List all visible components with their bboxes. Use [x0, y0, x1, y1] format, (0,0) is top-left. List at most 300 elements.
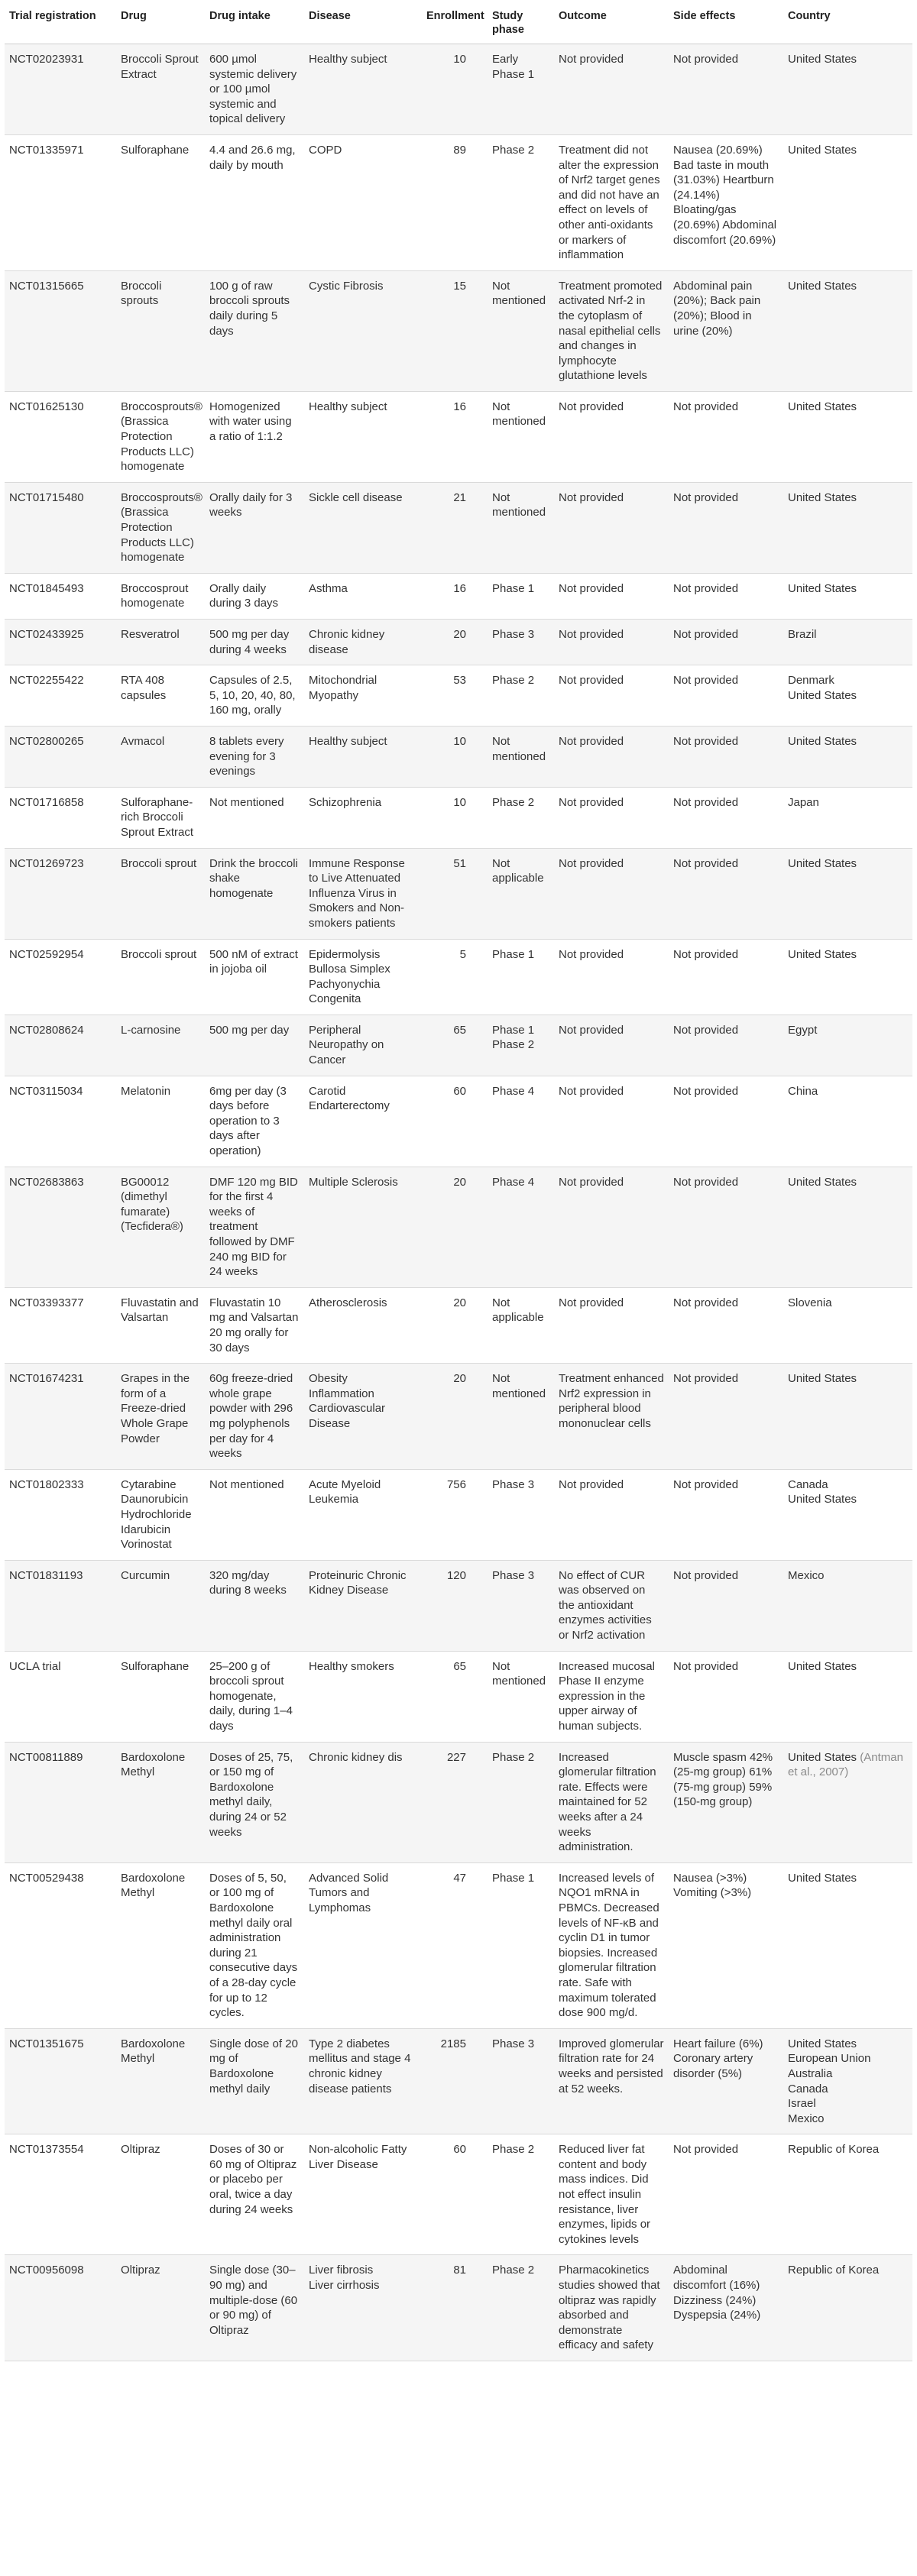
cell-study-phase — [488, 939, 554, 1015]
cell-disease — [304, 1742, 422, 1862]
cell-enrollment-text: 60 — [453, 1084, 466, 1098]
cell-drug — [116, 482, 205, 573]
header-study-phase: Study phase — [488, 3, 554, 44]
cell-drug-intake — [205, 1742, 304, 1862]
header-enrollment: Enrollment — [422, 3, 488, 44]
cell-enrollment-text: 89 — [453, 143, 466, 157]
cell-drug-intake — [205, 1167, 304, 1287]
cell-study-phase-text: Phase 3 — [492, 1568, 535, 1582]
cell-trial-registration — [5, 134, 116, 270]
cell-trial-registration-text: NCT02683863 — [9, 1175, 84, 1189]
cell-country-text: Slovenia — [788, 1296, 832, 1309]
cell-trial-registration-text: NCT02023931 — [9, 53, 84, 66]
table-row — [5, 665, 912, 727]
cell-disease — [304, 2028, 422, 2134]
cell-country — [783, 939, 912, 1015]
cell-study-phase-text: Phase 2 — [492, 674, 535, 688]
cell-drug-intake-text: 100 g of raw broccoli sprouts daily during 5 days — [209, 279, 290, 338]
table-row — [5, 1469, 912, 1560]
table-row — [5, 2028, 912, 2134]
cell-drug-text: Avmacol — [121, 734, 165, 748]
cell-study-phase-text: Not mentioned — [492, 1659, 546, 1688]
cell-study-phase — [488, 44, 554, 135]
cell-country-text: United States — [788, 279, 857, 293]
cell-disease-text: Carotid Endarterectomy — [309, 1084, 390, 1113]
table-row — [5, 2134, 912, 2255]
cell-trial-registration — [5, 1469, 116, 1560]
table-row — [5, 848, 912, 939]
cell-drug — [116, 2028, 205, 2134]
cell-side-effects-text: Not provided — [673, 581, 739, 595]
cell-outcome — [554, 134, 669, 270]
table-row — [5, 270, 912, 391]
cell-drug-text: Melatonin — [121, 1084, 171, 1098]
cell-trial-registration-text: NCT03393377 — [9, 1296, 84, 1309]
cell-disease — [304, 44, 422, 135]
cell-side-effects-text: Heart failure (6%) Coronary artery disorder (5%) — [673, 2037, 763, 2080]
cell-enrollment — [422, 665, 488, 727]
cell-enrollment — [422, 620, 488, 665]
cell-outcome-text: Improved glomerular filtration rate for 24 weeks and persisted at 52 weeks. — [559, 2037, 664, 2095]
cell-drug-intake — [205, 787, 304, 848]
cell-side-effects — [669, 848, 783, 939]
cell-country — [783, 620, 912, 665]
cell-disease-text: Schizophrenia — [309, 795, 382, 809]
cell-side-effects-text: Not provided — [673, 856, 739, 870]
cell-country-text: United States — [788, 1750, 857, 1764]
cell-disease — [304, 1364, 422, 1470]
table-header-row — [5, 3, 912, 44]
cell-trial-registration — [5, 573, 116, 619]
cell-drug-text: BG00012 (dimethyl fumarate) (Tecfidera®) — [121, 1175, 183, 1234]
cell-trial-registration-text: UCLA trial — [9, 1659, 61, 1673]
cell-study-phase-text: Not applicable — [492, 856, 544, 885]
cell-drug-intake-text: 25–200 g of broccoli sprout homogenate, daily, during 1–4 days — [209, 1659, 293, 1733]
cell-side-effects — [669, 1862, 783, 2028]
cell-outcome — [554, 2255, 669, 2361]
cell-drug — [116, 1742, 205, 1862]
cell-disease — [304, 2134, 422, 2255]
cell-country — [783, 848, 912, 939]
cell-trial-registration-text: NCT01351675 — [9, 2037, 84, 2050]
cell-drug-intake — [205, 44, 304, 135]
cell-outcome — [554, 1015, 669, 1076]
cell-side-effects — [669, 44, 783, 135]
cell-trial-registration — [5, 1651, 116, 1742]
cell-drug-text: Oltipraz — [121, 2143, 160, 2157]
cell-outcome — [554, 787, 669, 848]
cell-drug — [116, 134, 205, 270]
cell-trial-registration — [5, 44, 116, 135]
header-country: Country — [783, 3, 912, 44]
cell-study-phase-text: Phase 1 — [492, 581, 535, 595]
cell-outcome-text: Not provided — [559, 400, 624, 413]
cell-country — [783, 726, 912, 787]
cell-trial-registration-text: NCT01315665 — [9, 279, 84, 293]
cell-country — [783, 1287, 912, 1363]
cell-drug-text: Sulforaphane — [121, 1659, 190, 1673]
cell-country — [783, 665, 912, 727]
cell-drug-intake-text: Drink the broccoli shake homogenate — [209, 856, 298, 900]
cell-outcome — [554, 1167, 669, 1287]
table-row — [5, 391, 912, 482]
table-row — [5, 482, 912, 573]
cell-side-effects-text: Nausea (>3%) Vomiting (>3%) — [673, 1871, 752, 1900]
cell-drug — [116, 1560, 205, 1651]
cell-disease-text: Healthy subject — [309, 400, 387, 413]
table-row — [5, 1076, 912, 1167]
cell-enrollment-text: 65 — [453, 1023, 466, 1037]
cell-disease-text: Healthy subject — [309, 734, 387, 748]
cell-trial-registration-text: NCT01831193 — [9, 1568, 83, 1582]
cell-drug-intake — [205, 2255, 304, 2361]
cell-country-text: China — [788, 1084, 818, 1098]
cell-country-text: Denmark United States — [788, 674, 857, 702]
cell-side-effects-text: Abdominal discomfort (16%) Dizziness (24%) Dyspepsia (24%) — [673, 2264, 761, 2322]
table-row — [5, 620, 912, 665]
cell-trial-registration-text: NCT01269723 — [9, 856, 84, 870]
cell-side-effects-text: Not provided — [673, 734, 739, 748]
cell-disease — [304, 2255, 422, 2361]
cell-enrollment — [422, 2134, 488, 2255]
cell-trial-registration — [5, 2028, 116, 2134]
cell-enrollment-text: 10 — [453, 795, 466, 809]
cell-enrollment — [422, 270, 488, 391]
cell-drug-intake — [205, 665, 304, 727]
table-row — [5, 1287, 912, 1363]
cell-drug — [116, 2134, 205, 2255]
cell-enrollment — [422, 848, 488, 939]
cell-enrollment — [422, 1862, 488, 2028]
table-row — [5, 1364, 912, 1470]
cell-side-effects-text: Not provided — [673, 1477, 739, 1491]
cell-enrollment — [422, 2255, 488, 2361]
cell-disease — [304, 620, 422, 665]
cell-disease-text: Liver fibrosis Liver cirrhosis — [309, 2264, 380, 2293]
cell-drug-intake — [205, 1469, 304, 1560]
cell-study-phase — [488, 1862, 554, 2028]
cell-outcome-text: Pharmacokinetics studies showed that oltipraz was rapidly absorbed and demonstrate efficacy and safety — [559, 2264, 660, 2352]
cell-trial-registration — [5, 482, 116, 573]
cell-side-effects — [669, 573, 783, 619]
cell-disease-text: COPD — [309, 143, 342, 157]
cell-outcome-text: Treatment promoted activated Nrf-2 in the cytoplasm of nasal epithelial cells and changes in lymphocyte glutathione levels — [559, 279, 663, 383]
cell-enrollment — [422, 1742, 488, 1862]
cell-outcome — [554, 1651, 669, 1742]
cell-enrollment — [422, 1015, 488, 1076]
cell-country — [783, 44, 912, 135]
cell-outcome-text: Increased glomerular filtration rate. Effects were maintained for 52 weeks after a 24 weeks administration. — [559, 1750, 656, 1854]
cell-outcome-text: Increased levels of NQO1 mRNA in PBMCs. Decreased levels of NF-κB and cyclin D1 in tumor biopsies. Increased glomerular filtration rate. Safe with maximum tolerated dose 900 mg/d. — [559, 1871, 659, 2020]
cell-enrollment-text: 53 — [453, 674, 466, 688]
cell-drug-text: Broccoli sprout — [121, 856, 197, 870]
cell-country — [783, 270, 912, 391]
cell-study-phase — [488, 1015, 554, 1076]
cell-trial-registration — [5, 665, 116, 727]
cell-drug — [116, 620, 205, 665]
cell-enrollment-text: 10 — [453, 734, 466, 748]
cell-outcome-text: Not provided — [559, 947, 624, 961]
cell-enrollment — [422, 573, 488, 619]
cell-side-effects-text: Not provided — [673, 795, 739, 809]
cell-side-effects-text: Nausea (20.69%) Bad taste in mouth (31.03%) Heartburn (24.14%) Bloating/gas (20.69%) Abdominal discomfort (20.69%) — [673, 143, 777, 247]
cell-trial-registration-text: NCT01373554 — [9, 2143, 84, 2157]
cell-country — [783, 1469, 912, 1560]
cell-outcome — [554, 270, 669, 391]
cell-outcome — [554, 2028, 669, 2134]
cell-study-phase — [488, 573, 554, 619]
cell-drug — [116, 848, 205, 939]
cell-study-phase-text: Phase 3 — [492, 2037, 535, 2050]
cell-study-phase-text: Phase 4 — [492, 1084, 535, 1098]
cell-country-text: Mexico — [788, 1568, 825, 1582]
cell-study-phase-text: Phase 1 Phase 2 — [492, 1023, 535, 1052]
cell-study-phase — [488, 482, 554, 573]
cell-country — [783, 1651, 912, 1742]
cell-side-effects — [669, 1742, 783, 1862]
cell-country-text: United States — [788, 947, 857, 961]
cell-enrollment — [422, 1076, 488, 1167]
header-side-effects: Side effects — [669, 3, 783, 44]
cell-side-effects-text: Not provided — [673, 1296, 739, 1309]
cell-drug-intake — [205, 1287, 304, 1363]
cell-enrollment-text: 2185 — [440, 2037, 466, 2050]
cell-drug-intake — [205, 848, 304, 939]
cell-country — [783, 1862, 912, 2028]
cell-disease-text: Type 2 diabetes mellitus and stage 4 chronic kidney disease patients — [309, 2037, 411, 2095]
cell-outcome — [554, 391, 669, 482]
cell-trial-registration — [5, 1167, 116, 1287]
cell-outcome-text: Not provided — [559, 734, 624, 748]
cell-disease-text: Healthy subject — [309, 53, 387, 66]
cell-drug-intake — [205, 1651, 304, 1742]
cell-country-text: United States — [788, 1871, 857, 1885]
cell-drug — [116, 1469, 205, 1560]
cell-trial-registration-text: NCT01716858 — [9, 795, 84, 809]
clinical-trials-table — [5, 3, 912, 2361]
cell-enrollment — [422, 1651, 488, 1742]
cell-drug-text: Broccoli Sprout Extract — [121, 53, 199, 81]
cell-study-phase — [488, 1076, 554, 1167]
cell-side-effects — [669, 2134, 783, 2255]
cell-country — [783, 1560, 912, 1651]
cell-disease — [304, 1469, 422, 1560]
cell-drug-intake-text: Capsules of 2.5, 5, 10, 20, 40, 80, 160 mg, orally — [209, 674, 296, 717]
table-row — [5, 573, 912, 619]
cell-enrollment — [422, 726, 488, 787]
cell-side-effects — [669, 391, 783, 482]
cell-disease-text: Healthy smokers — [309, 1659, 394, 1673]
cell-country — [783, 1076, 912, 1167]
cell-disease — [304, 270, 422, 391]
cell-drug — [116, 1364, 205, 1470]
cell-country-text: United States — [788, 143, 857, 157]
cell-drug-intake-text: 8 tablets every evening for 3 evenings — [209, 734, 284, 778]
cell-enrollment-text: 47 — [453, 1871, 466, 1885]
cell-disease — [304, 1651, 422, 1742]
cell-trial-registration — [5, 1560, 116, 1651]
cell-outcome — [554, 1469, 669, 1560]
cell-trial-registration-text: NCT02255422 — [9, 674, 84, 688]
cell-drug-text: Sulforaphane-rich Broccoli Sprout Extract — [121, 795, 194, 839]
cell-drug — [116, 787, 205, 848]
cell-trial-registration-text: NCT02433925 — [9, 628, 84, 641]
cell-country — [783, 2028, 912, 2134]
cell-outcome-text: Not provided — [559, 795, 624, 809]
cell-drug-text: L-carnosine — [121, 1023, 181, 1037]
cell-trial-registration — [5, 391, 116, 482]
cell-disease — [304, 1076, 422, 1167]
cell-trial-registration-text: NCT00529438 — [9, 1871, 84, 1885]
cell-disease — [304, 1862, 422, 2028]
cell-drug-intake-text: Doses of 30 or 60 mg of Oltipraz or placebo per oral, twice a day during 24 weeks — [209, 2143, 297, 2216]
cell-disease — [304, 1287, 422, 1363]
cell-drug-intake — [205, 1076, 304, 1167]
cell-side-effects-text: Not provided — [673, 1175, 739, 1189]
cell-enrollment-text: 60 — [453, 2143, 466, 2157]
cell-outcome-text: Not provided — [559, 1084, 624, 1098]
cell-drug-intake-text: 600 µmol systemic delivery or 100 µmol systemic and topical delivery — [209, 53, 297, 126]
cell-outcome — [554, 2134, 669, 2255]
cell-drug-intake-text: Fluvastatin 10 mg and Valsartan 20 mg orally for 30 days — [209, 1296, 299, 1354]
cell-disease-text: Peripheral Neuropathy on Cancer — [309, 1023, 384, 1067]
cell-study-phase-text: Phase 2 — [492, 1750, 535, 1764]
cell-country — [783, 1015, 912, 1076]
cell-disease-text: Immune Response to Live Attenuated Influenza Virus in Smokers and Non-smokers patients — [309, 856, 405, 930]
cell-drug — [116, 726, 205, 787]
cell-drug-text: Broccosprout homogenate — [121, 581, 189, 610]
cell-trial-registration-text: NCT01845493 — [9, 581, 84, 595]
cell-enrollment — [422, 482, 488, 573]
cell-country-text: United States — [788, 856, 857, 870]
cell-side-effects-text: Not provided — [673, 1372, 739, 1386]
cell-outcome — [554, 1364, 669, 1470]
cell-side-effects-text: Not provided — [673, 2143, 739, 2157]
table-row — [5, 2255, 912, 2361]
cell-enrollment-text: 5 — [459, 947, 466, 961]
cell-country — [783, 2134, 912, 2255]
cell-trial-registration-text: NCT01335971 — [9, 143, 84, 157]
cell-study-phase-text: Phase 2 — [492, 2143, 535, 2157]
cell-study-phase — [488, 1651, 554, 1742]
cell-side-effects — [669, 620, 783, 665]
cell-trial-registration — [5, 726, 116, 787]
cell-drug-intake — [205, 620, 304, 665]
cell-drug-intake-text: Single dose of 20 mg of Bardoxolone methyl daily — [209, 2037, 298, 2095]
cell-country-text: United States — [788, 1175, 857, 1189]
cell-trial-registration — [5, 848, 116, 939]
cell-drug-text: Bardoxolone Methyl — [121, 1871, 186, 1900]
cell-study-phase-text: Phase 1 — [492, 947, 535, 961]
cell-side-effects-text: Not provided — [673, 400, 739, 413]
cell-country-text: United States — [788, 581, 857, 595]
cell-country-text: Canada United States — [788, 1477, 857, 1506]
cell-enrollment — [422, 939, 488, 1015]
cell-enrollment — [422, 134, 488, 270]
cell-drug — [116, 270, 205, 391]
cell-disease-text: Epidermolysis Bullosa Simplex Pachyonychia Congenita — [309, 947, 390, 1006]
cell-side-effects — [669, 1167, 783, 1287]
cell-enrollment — [422, 2028, 488, 2134]
cell-country-text: Japan — [788, 795, 819, 809]
cell-trial-registration-text: NCT02592954 — [9, 947, 84, 961]
cell-enrollment-text: 756 — [446, 1477, 466, 1491]
cell-disease-text: Obesity Inflammation Cardiovascular Disease — [309, 1372, 386, 1430]
cell-disease-text: Chronic kidney dis — [309, 1750, 403, 1764]
cell-country-text: United States — [788, 490, 857, 504]
cell-drug-intake-text: 500 mg per day during 4 weeks — [209, 628, 290, 656]
cell-trial-registration — [5, 939, 116, 1015]
cell-drug-intake-text: 320 mg/day during 8 weeks — [209, 1568, 287, 1597]
cell-side-effects — [669, 1560, 783, 1651]
cell-drug-intake-text: Single dose (30–90 mg) and multiple-dose (60 or 90 mg) of Oltipraz — [209, 2264, 298, 2337]
cell-country-text: United States — [788, 1659, 857, 1673]
cell-trial-registration-text: NCT01715480 — [9, 490, 84, 504]
cell-drug-intake-text: Not mentioned — [209, 795, 284, 809]
citation-link[interactable]: (Antman et al., 2007) — [788, 1750, 903, 1779]
cell-outcome — [554, 1560, 669, 1651]
cell-enrollment — [422, 1287, 488, 1363]
cell-drug — [116, 665, 205, 727]
cell-drug-intake — [205, 1862, 304, 2028]
cell-side-effects — [669, 1015, 783, 1076]
cell-drug-intake — [205, 573, 304, 619]
cell-trial-registration-text: NCT00811889 — [9, 1750, 83, 1764]
cell-enrollment-text: 20 — [453, 1296, 466, 1309]
cell-study-phase — [488, 1742, 554, 1862]
cell-disease-text: Proteinuric Chronic Kidney Disease — [309, 1568, 407, 1597]
cell-study-phase — [488, 2028, 554, 2134]
cell-study-phase — [488, 1167, 554, 1287]
cell-outcome — [554, 620, 669, 665]
cell-drug-intake — [205, 134, 304, 270]
cell-drug-text: RTA 408 capsules — [121, 674, 167, 702]
cell-drug-intake-text: 500 nM of extract in jojoba oil — [209, 947, 298, 976]
cell-outcome-text: Not provided — [559, 1023, 624, 1037]
cell-side-effects — [669, 2028, 783, 2134]
cell-drug-intake-text: Doses of 25, 75, or 150 mg of Bardoxolone methyl daily, during 24 or 52 weeks — [209, 1750, 293, 1839]
table-row — [5, 1560, 912, 1651]
cell-drug — [116, 1862, 205, 2028]
cell-side-effects — [669, 665, 783, 727]
cell-side-effects — [669, 134, 783, 270]
cell-side-effects — [669, 1076, 783, 1167]
cell-drug — [116, 391, 205, 482]
cell-trial-registration — [5, 620, 116, 665]
cell-enrollment-text: 20 — [453, 628, 466, 641]
cell-drug-intake-text: Homogenized with water using a ratio of 1:1.2 — [209, 400, 292, 444]
cell-study-phase-text: Not mentioned — [492, 734, 546, 763]
cell-drug-intake — [205, 482, 304, 573]
cell-study-phase — [488, 270, 554, 391]
cell-disease — [304, 726, 422, 787]
cell-drug-text: Fluvastatin and Valsartan — [121, 1296, 199, 1325]
cell-drug-text: Bardoxolone Methyl — [121, 1750, 186, 1779]
cell-enrollment-text: 16 — [453, 581, 466, 595]
cell-outcome-text: Not provided — [559, 1477, 624, 1491]
cell-drug — [116, 2255, 205, 2361]
header-disease: Disease — [304, 3, 422, 44]
cell-drug-intake — [205, 726, 304, 787]
cell-drug-text: Broccoli sprouts — [121, 279, 162, 308]
cell-enrollment — [422, 391, 488, 482]
cell-disease — [304, 939, 422, 1015]
cell-enrollment-text: 15 — [453, 279, 466, 293]
cell-drug-text: Resveratrol — [121, 628, 180, 641]
cell-disease-text: Multiple Sclerosis — [309, 1175, 398, 1189]
cell-outcome-text: Not provided — [559, 1296, 624, 1309]
cell-drug-text: Bardoxolone Methyl — [121, 2037, 186, 2066]
